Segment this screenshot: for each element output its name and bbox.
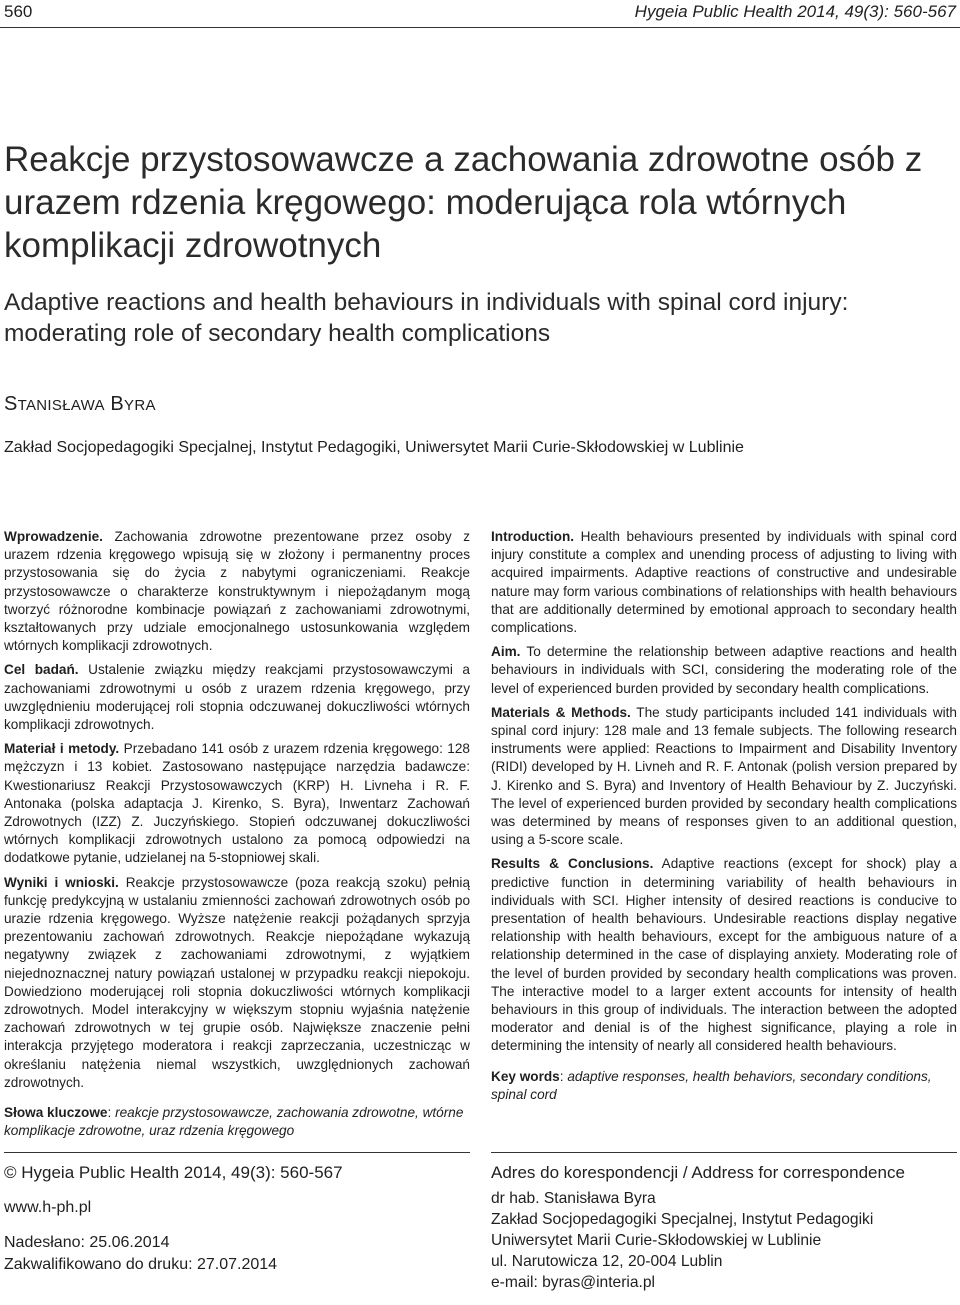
- abstract-pl-aim: Cel badań. Ustalenie związku między reakcjami przystosowawczymi a zachowaniami zdrowotnymi u osób z urazem rdzenia kręgowego, przy uwzględnieniu moderującej roli stopnia odczuwanej dokuczliwości wtórnych komplikacji zdrowotnych.: [4, 662, 470, 733]
- abstract-en-results: Results & Conclusions. Adaptive reactions (except for shock) play a predictive function in determining variability of health behaviours in individuals with SCI. Higher intensity of desired reactions is conducive to presentation of health behaviours. Undesirable reactions display negative relationship with health behaviours, except for the ambiguous nature of a relationship determined in the case of displaying anxiety. Moderating role of the level of burden provided by secondary health complications was proven. The interactive model to a larger extent accounts for intensity of health behaviours in this group of individuals. The interaction between the adopted moderator and denial is of the highest significance, playing a role in determining the intensity of nearly all considered health behaviours.: [491, 856, 957, 1054]
- page-number: 560: [4, 2, 33, 21]
- correspondence-university: Uniwersytet Marii Curie-Skłodowskiej w Lublinie: [491, 1232, 822, 1249]
- publication-info: [4, 1162, 470, 1276]
- correspondence-street: ul. Narutowicza 12, 20-004 Lublin: [491, 1253, 723, 1270]
- abstract-en-aim: Aim. To determine the relationship between adaptive reactions and health behaviours in individuals with SCI, considering the moderating role of the level of experienced burden provided by secondary health complications.: [491, 644, 957, 696]
- abstract-en-introduction: Introduction. Health behaviours presented by individuals with spinal cord injury constitute a complex and unending process of adjusting to living with acquired impairments. Adaptive reactions of constructive and undesirable nature may form various combinations of relationships with health behaviours that are additionally determined by emotional approach to secondary health complications.: [491, 529, 957, 636]
- header-divider: [0, 27, 960, 28]
- abstract-polish: [4, 528, 470, 1147]
- correspondence-address: [491, 1162, 957, 1293]
- abstract-pl-methods: Materiał i metody. Przebadano 141 osób z urazem rdzenia kręgowego: 128 mężczyzn i 13 kobiet. Zastosowano następujące narzędzia badawcze: Kwestionariusz Reakcji Przystosowawczych (KRP) H. Livneha i R. F. Antonaka (polska adaptacja J. Kirenko, S. Byra), Inwentarz Zachowań Zdrowotnych (IZZ) Z. Juczyńskiego. Stopień odczuwanej dokuczliwości wtórnych komplikacji zdrowotnych ustalono za pomocą odpowiedzi na dodatkowe pytanie, udzielanej na 5-stopniowej skali.: [4, 741, 470, 866]
- keywords-polish: Słowa kluczowe: reakcje przystosowawcze, zachowania zdrowotne, wtórne komplikacje zdrowotne, uraz rdzenia kręgowego: [4, 1105, 464, 1139]
- author-name: STANISŁAWA BYRA: [4, 393, 156, 415]
- copyright-line: © Hygeia Public Health 2014, 49(3): 560-567: [4, 1163, 343, 1182]
- correspondence-department: Zakład Socjopedagogiki Specjalnej, Instytut Pedagogiki: [491, 1211, 874, 1228]
- abstract-english: [491, 528, 957, 1110]
- correspondence-email-link[interactable]: e-mail: byras@interia.pl: [491, 1274, 656, 1291]
- abstract-pl-results: Wyniki i wnioski. Reakcje przystosowawcze (poza reakcją szoku) pełnią funkcję predykcyjną w ustalaniu zmienności zachowań zdrowotnych osób po urazie rdzenia kręgowego. Wyższe natężenie reakcji pożądanych sprzyja prezentowaniu zachowań zdrowotnych. Reakcje niepożądane wykazują negatywny związek z zachowaniami zdrowotnymi, z wyjątkiem niejednoznacznej natury powiązań ustalonej w przypadku reakcji niepokoju. Dowiedziono moderującej roli stopnia dokuczliwości wtórnych komplikacji zdrowotnych. Model interakcyjny w większym stopniu wyjaśnia natężenie zachowań zdrowotnych w tej grupie osób. Największe znaczenie pełni interakcja przyjętego moderatora i reakcji zaprzeczania, uczestnicząc w określaniu natężenia niemal wszystkich, uwzględnionych zachowań zdrowotnych.: [4, 874, 471, 1090]
- correspondence-name: dr hab. Stanisława Byra: [491, 1190, 656, 1207]
- accepted-date: Zakwalifikowano do druku: 27.07.2014: [4, 1256, 278, 1273]
- footer-divider-right: [491, 1152, 957, 1153]
- keywords-english: Key words: adaptive responses, health behaviors, secondary conditions, spinal cord: [491, 1068, 932, 1102]
- page-header: [0, 0, 960, 26]
- correspondence-title: Adres do korespondencji / Address for correspondence: [491, 1163, 905, 1182]
- abstract-pl-introduction: Wprowadzenie. Zachowania zdrowotne prezentowane przez osoby z urazem rdzenia kręgowego wpisują się w złożony i permanentny proces przystosowania się do życia z nabytymi ograniczeniami. Reakcje przystosowawcze o charakterze konstruktywnym i niepożądanym mogą tworzyć różnorodne kombinacje powiązań z zachowaniami zdrowotnymi, kształtowanych przy udziale emocjonalnego ustosunkowania względem wtórnych komplikacji zdrowotnych.: [4, 529, 470, 654]
- author-affiliation: Zakład Socjopedagogiki Specjalnej, Instytut Pedagogiki, Uniwersytet Marii Curie-Skłodowskiej w Lublinie: [4, 439, 744, 456]
- title-english: Adaptive reactions and health behaviours in individuals with spinal cord injury: moderating role of secondary health complications: [4, 289, 849, 347]
- abstract-en-methods: Materials & Methods. The study participants included 141 individuals with spinal cord injury: 128 male and 13 female subjects. The following research instruments were applied: Reactions to Impairment and Disability Inventory (RIDI) developed by H. Livneh and R. F. Antonak (polish version prepared by J. Kirenko and S. Byra) and Inventory of Health Behaviour by Z. Juczyński. The level of experienced burden provided by secondary health complications was determined by means of responses given to an additional question, using a 5-score scale.: [491, 704, 957, 848]
- received-date: Nadesłano: 25.06.2014: [4, 1234, 170, 1251]
- journal-website-link[interactable]: www.h-ph.pl: [4, 1199, 92, 1216]
- title-polish: Reakcje przystosowawcze a zachowania zdrowotne osób z urazem rdzenia kręgowego: moderująca rola wtórnych komplikacji zdrowotnych: [4, 140, 923, 265]
- footer-divider-left: [4, 1152, 470, 1153]
- journal-reference: Hygeia Public Health 2014, 49(3): 560-567: [634, 2, 956, 21]
